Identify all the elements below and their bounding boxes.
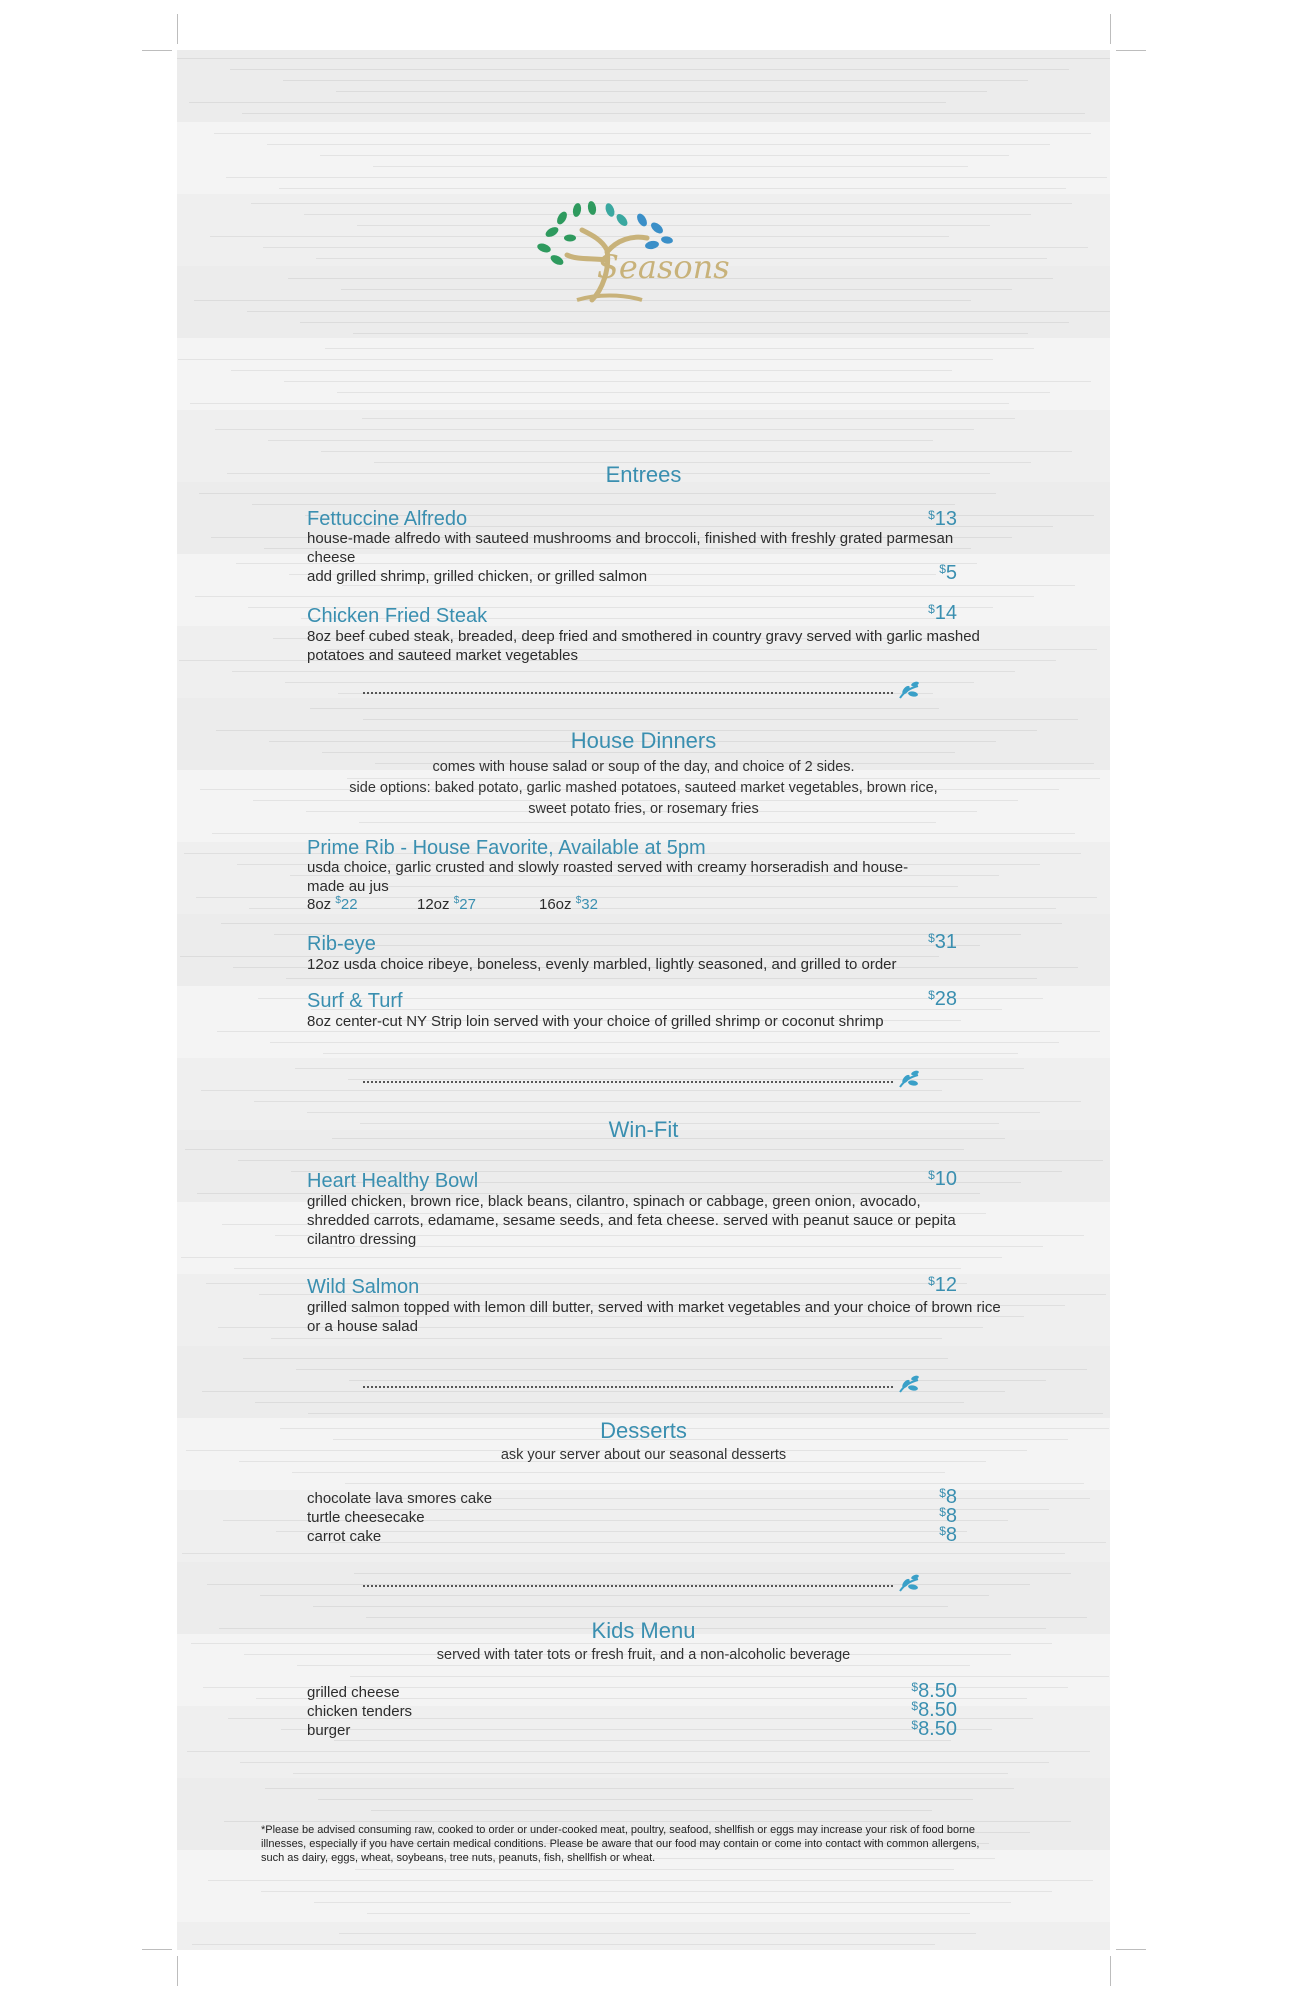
section-note: comes with house salad or soup of the day, and choice of 2 sides. [432, 759, 855, 775]
item-price: $8.50 [911, 1680, 957, 1702]
item-price: $12 [928, 1274, 957, 1296]
item-description: grilled salmon topped with lemon dill butter, served with market vegetables and your choice of brown rice or a house salad [307, 1299, 1001, 1335]
menu-sheet [177, 50, 1110, 1950]
item-price: $8 [939, 1486, 957, 1508]
seasons-logo [522, 190, 762, 310]
crop-mark [142, 1949, 172, 1950]
size-option: 16oz $32 [539, 895, 598, 913]
section-note: ask your server about our seasonal desserts [500, 1447, 787, 1463]
item-price: $28 [928, 988, 957, 1010]
item-description: 8oz beef cubed steak, breaded, deep fried and smothered in country gravy served with garlic mashed potatoes and sauteed market vegetables [307, 628, 980, 664]
menu-content [177, 50, 1110, 1950]
size-option: 8oz $22 [307, 895, 358, 913]
list-item: carrot cake [307, 1528, 382, 1545]
crop-mark [142, 50, 172, 51]
list-item: grilled cheese [307, 1684, 400, 1701]
item-description: house-made alfredo with sauteed mushrooms and broccoli, finished with freshly grated parmesan cheese [307, 530, 954, 566]
section-divider [363, 692, 893, 694]
item-name: Chicken Fried Steak [307, 605, 488, 627]
list-item: chocolate lava smores cake [307, 1490, 493, 1507]
item-name: Prime Rib - House Favorite, Available at 5pm [307, 837, 706, 859]
list-item: chicken tenders [307, 1703, 413, 1720]
crop-mark [1110, 1956, 1111, 1986]
item-name: Surf & Turf [307, 990, 403, 1012]
item-addon: add grilled shrimp, grilled chicken, or grilled salmon [307, 568, 648, 585]
item-description: 12oz usda choice ribeye, boneless, evenly marbled, lightly seasoned, and grilled to order [307, 956, 897, 973]
item-name: Fettuccine Alfredo [307, 508, 468, 530]
leaf-icon [896, 1571, 922, 1597]
section-note: side options: baked potato, garlic mashed potatoes, sauteed market vegetables, brown rice, [349, 780, 938, 796]
section-divider [363, 1585, 893, 1587]
item-price: $10 [928, 1168, 957, 1190]
item-price: $14 [928, 602, 957, 624]
item-price: $8.50 [911, 1718, 957, 1740]
item-name: Heart Healthy Bowl [307, 1170, 479, 1192]
size-option: 12oz $27 [417, 895, 476, 913]
item-description: usda choice, garlic crusted and slowly roasted served with creamy horseradish and house- made au jus [307, 859, 909, 895]
leaf-icon [896, 1372, 922, 1398]
item-price: $31 [928, 931, 957, 953]
item-name: Wild Salmon [307, 1276, 420, 1298]
list-item: burger [307, 1722, 351, 1739]
section-note: served with tater tots or fresh fruit, and a non-alcoholic beverage [436, 1647, 851, 1663]
section-divider [363, 1386, 893, 1388]
crop-mark [177, 14, 178, 44]
item-price: $8.50 [911, 1699, 957, 1721]
addon-price: $5 [939, 562, 957, 584]
item-price: $13 [928, 508, 957, 530]
section-title-house-dinners: House Dinners [570, 728, 717, 753]
section-title-win-fit: Win-Fit [608, 1117, 679, 1142]
section-title-entrees: Entrees [605, 462, 682, 487]
list-item: turtle cheesecake [307, 1509, 425, 1526]
allergen-disclaimer: *Please be advised consuming raw, cooked to order or under-cooked meat, poultry, seafood, shellfish or eggs may increase your risk of food borne illnesses, especially if you have certain medical conditions. Please be aware that our food may contain or come into contact with common allergens, such as dairy, eggs, wheat, soybeans, tree nuts, peanuts, fish, shellfish or wheat. [261, 1824, 980, 1864]
brand-name: Seasons [597, 248, 730, 286]
section-title-kids-menu: Kids Menu [591, 1618, 696, 1643]
leaf-icon [896, 1067, 922, 1093]
item-description: 8oz center-cut NY Strip loin served with your choice of grilled shrimp or coconut shrimp [307, 1013, 884, 1030]
item-price: $8 [939, 1505, 957, 1527]
crop-mark [1110, 14, 1111, 44]
section-title-desserts: Desserts [600, 1418, 687, 1443]
item-price: $8 [939, 1524, 957, 1546]
crop-mark [1116, 1949, 1146, 1950]
section-note: sweet potato fries, or rosemary fries [528, 801, 759, 817]
section-divider [363, 1081, 893, 1083]
crop-mark [177, 1956, 178, 1986]
crop-mark [1116, 50, 1146, 51]
item-description: grilled chicken, brown rice, black beans, cilantro, spinach or cabbage, green onion, avocado, shredded carrots, edamame, sesame seeds, and feta cheese. served with peanut sauce or pepita cilantro dressing [307, 1193, 956, 1248]
item-name: Rib-eye [307, 933, 376, 955]
leaf-icon [896, 678, 922, 704]
